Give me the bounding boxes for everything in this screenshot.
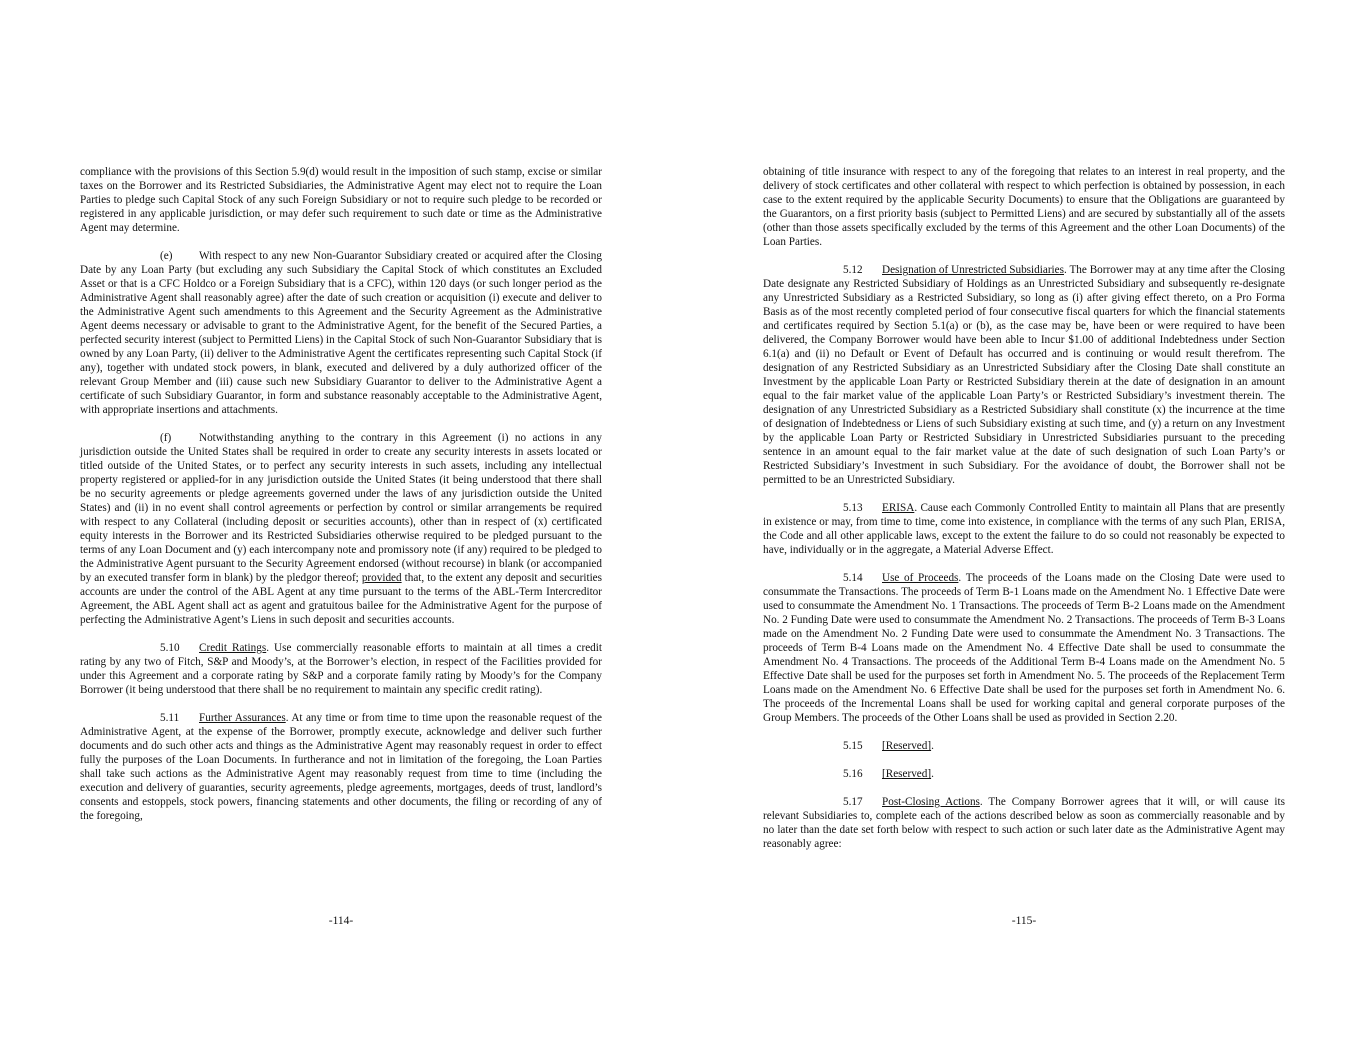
- paragraph-f-text-b: that, to the extent any deposit and securities accounts are under the control of the ABL Agent at any time pursuant to the terms of the ABL-Term Intercreditor Agreement, the ABL Agent shall act as agent and gratuitous bailee for the Administrative Agent for the purpose of perfecting the Administrative Agent’s Liens in such deposit and securities accounts.: [80, 572, 602, 626]
- section-5-15-heading: [Reserved]: [882, 740, 932, 752]
- section-5-12-text: The Borrower may at any time after the Closing Date designate any Restricted Subsidiary of Holdings as an Unrestricted Subsidiary and subsequently re-designate any Unrestricted Subsidiary as a Restricted Subsidiary, so long as (i) after giving effect thereto, on a Pro Forma Basis as of the most recently completed period of four consecutive fiscal quarters for which the financial statements and certificates required by Section 5.1(a) or (b), as the case may be, have been or were required to have been delivered, the Company Borrower would have been able to Incur $1.00 of additional Indebtedness under Section 6.1(a) and (ii) no Default or Event of Default has occurred and is continuing or would result therefrom. The designation of any Restricted Subsidiary as an Unrestricted Subsidiary after the Closing Date shall constitute an Investment by the applicable Loan Party or Restricted Subsidiary therein at the date of designation in an amount equal to the fair market value of the applicable Loan Party’s or Restricted Subsidiary’s investment therein. The designation of any Unrestricted Subsidiary as a Restricted Subsidiary shall constitute (x) the incurrence at the time of designation of Indebtedness or Liens of such Subsidiary existing at such time, and (y) a return on any Investment by the applicable Loan Party or Restricted Subsidiary in Unrestricted Subsidiaries pursuant to the preceding sentence in an amount equal to the fair market value at the date of such designation of such Loan Party’s or Restricted Subsidiary’s Investment in such Subsidiary. For the avoidance of doubt, the Borrower shall not be permitted to be an Unrestricted Subsidiary.: [763, 264, 1285, 486]
- left-page: [0, 0, 682, 1055]
- section-5-11-heading: Further Assurances: [199, 712, 286, 724]
- section-5-12-heading: Designation of Unrestricted Subsidiaries: [882, 264, 1064, 276]
- continued-paragraph: [763, 165, 1285, 249]
- section-5-16: 5.16 [Reserved].: [843, 768, 934, 780]
- section-5-13: 5.13 ERISA. Cause each Commonly Controlled Entity to maintain all Plans that are presently in existence or may, from time to time, come into existence, in compliance with the terms of any such Plan, ERISA, the Code and all other applicable laws, except to the extent the failure to do so could not reasonably be expected to have, individually or in the aggregate, a Material Adverse Effect.: [763, 502, 1286, 556]
- section-5-17-number: 5.17: [843, 796, 863, 808]
- section-5-10-number: 5.10: [160, 642, 180, 654]
- right-page-body: [763, 165, 1285, 865]
- paragraph-e: [80, 249, 602, 417]
- continued-paragraph-text: compliance with the provisions of this Section 5.9(d) would result in the imposition of such stamp, excise or similar taxes on the Borrower and its Restricted Subsidiaries, the Administrative Agent may elect not to require the Loan Parties to pledge such Capital Stock of any such Foreign Subsidiary or not to require such pledge to be recorded or registered in any applicable jurisdiction, or may defer such requirement to such date or time as the Administrative Agent may determine.: [80, 166, 602, 234]
- section-5-16-number: 5.16: [843, 768, 863, 780]
- page-number: -114-: [328, 915, 354, 927]
- section-5-14-text: The proceeds of the Loans made on the Closing Date were used to consummate the Transactions. The proceeds of Term B-1 Loans made on the Amendment No. 1 Effective Date were used to consummate the Amendment No. 1 Transactions. The proceeds of Term B-2 Loans made on the Amendment No. 2 Funding Date were used to consummate the Amendment No. 2 Transactions. The proceeds of Term B-3 Loans made on the Amendment No. 2 Funding Date were used to consummate the Amendment No. 3 Transactions. The proceeds of Term B-4 Loans made on the Amendment No. 4 Effective Date shall be used to consummate the Amendment No. 4 Transactions. The proceeds of the Additional Term B-4 Loans made on the Amendment No. 5 Effective Date shall be used for the purposes set forth in Amendment No. 5. The proceeds of the Replacement Term Loans made on the Amendment No. 6 Effective Date shall be used for the purposes set forth in Amendment No. 6. The proceeds of the Incremental Loans shall be used for working capital and general corporate purposes of the Group Members. The proceeds of the Other Loans shall be used as provided in Section 2.20.: [763, 572, 1285, 724]
- page-number: -115-: [1011, 915, 1037, 927]
- section-5-10-heading: Credit Ratings: [199, 642, 267, 654]
- section-5-15: 5.15 [Reserved].: [843, 740, 934, 752]
- section-5-17-heading: Post-Closing Actions: [882, 796, 980, 808]
- paragraph-f-provided: provided: [361, 572, 402, 584]
- section-5-11-number: 5.11: [160, 712, 180, 724]
- section-5-17: 5.17 Post-Closing Actions. The Company Borrower agrees that it will, or will cause its relevant Subsidiaries to, complete each of the actions described below as soon as commercially reasonable and by no later than the date set forth below with respect to such action or such later date as the Administrative Agent may reasonably agree:: [763, 796, 1285, 850]
- section-5-16-heading: [Reserved]: [882, 768, 932, 780]
- section-5-15-number: 5.15: [843, 740, 863, 752]
- continued-paragraph-text: obtaining of title insurance with respect to any of the foregoing that relates to an interest in real property, and the delivery of stock certificates and other collateral with respect to which perfection is obtained by possession, in each case to the extent required by the applicable Security Documents) to ensure that the Obligations are guaranteed by the Guarantors, on a first priority basis (subject to Permitted Liens) and are secured by substantially all of the assets (other than those assets specifically excluded by the terms of this Agreement and the other Loan Documents) of the Loan Parties.: [763, 166, 1285, 248]
- continued-paragraph: [80, 165, 602, 235]
- paragraph-f-text-a: Notwithstanding anything to the contrary in this Agreement (i) no actions in any jurisdiction outside the United States shall be required in order to create any security interests in assets located or titled outside of the United States, or to perfect any security interests in such assets, including any intellectual property registered or applied-for in any jurisdiction outside the United States (it being understood that there shall be no security agreements or pledge agreements governed under the laws of any jurisdiction outside the United States) and (ii) in no event shall control agreements or perfection by control or similar arrangements be required with respect to any Collateral (including deposit or securities accounts), other than in respect of (x) certificated equity interests in the Borrower and its Restricted Subsidiaries otherwise required to be pledged pursuant to the terms of any Loan Document and (y) each intercompany note and promissory note (if any) required to be pledged to the Administrative Agent pursuant to the Security Agreement endorsed (without recourse) in blank (or accompanied by an executed transfer form in blank) by the pledgor thereof;: [80, 432, 602, 584]
- paragraph-e-text: With respect to any new Non-Guarantor Subsidiary created or acquired after the Closing Date by any Loan Party (but excluding any such Subsidiary the Capital Stock of which constitutes an Excluded Asset or that is a CFC Holdco or a Foreign Subsidiary that is a CFC), within 120 days (or such longer period as the Administrative Agent shall reasonably agree) after the date of such creation or acquisition (i) execute and deliver to the Administrative Agent such amendments to this Agreement and the Security Agreement as the Administrative Agent deems necessary or advisable to grant to the Administrative Agent, for the benefit of the Secured Parties, a perfected security interest (subject to Permitted Liens) in the Capital Stock of such Non-Guarantor Subsidiary that is owned by any Loan Party, (ii) deliver to the Administrative Agent the certificates representing such Capital Stock (if any), together with undated stock powers, in blank, executed and delivered by a duly authorized officer of the relevant Group Member and (iii) cause such new Subsidiary Guarantor to deliver to the Administrative Agent a certificate of such Subsidiary Guarantor, in form and substance reasonably acceptable to the Administrative Agent, with appropriate insertions and attachments.: [80, 250, 602, 416]
- section-5-10: 5.10 Credit Ratings. Use commercially reasonable efforts to maintain at all times a credit rating by any two of Fitch, S&P and Moody’s, at the Borrower’s election, in respect of the Facilities provided for under this Agreement and a corporate rating by S&P and a corporate family rating by Moody’s for the Company Borrower (it being understood that there shall be no requirement to maintain any specific credit rating).: [80, 642, 602, 696]
- paragraph-e-label: (e): [160, 250, 173, 262]
- left-page-body: [80, 165, 602, 837]
- section-5-12-number: 5.12: [843, 264, 863, 276]
- section-5-13-number: 5.13: [843, 502, 863, 514]
- paragraph-f-label: (f): [160, 432, 172, 444]
- section-5-13-heading: ERISA: [882, 502, 915, 514]
- section-5-17-text: The Company Borrower agrees that it will, or will cause its relevant Subsidiaries to, complete each of the actions described below as soon as commercially reasonable and by no later than the date set forth below with respect to such action or such later date as the Administrative Agent may reasonably agree:: [763, 796, 1285, 850]
- section-5-11-text: At any time or from time to time upon the reasonable request of the Administrative Agent, at the expense of the Borrower, promptly execute, acknowledge and deliver such further documents and do such other acts and things as the Administrative Agent may reasonably request in order to effect fully the purposes of the Loan Documents. In furtherance and not in limitation of the foregoing, the Loan Parties shall take such actions as the Administrative Agent may reasonably request from time to time (including the execution and delivery of guaranties, security agreements, pledge agreements, mortgages, deeds of trust, landlord’s consents and estoppels, stock powers, financing statements and other documents, the filing or recording of any of the foregoing,: [80, 712, 602, 822]
- section-5-14-number: 5.14: [843, 572, 863, 584]
- right-page: [683, 0, 1365, 1055]
- section-5-10-text: Use commercially reasonable efforts to maintain at all times a credit rating by any two of Fitch, S&P and Moody’s, at the Borrower’s election, in respect of the Facilities provided for under this Agreement and a corporate rating by S&P and a corporate family rating by Moody’s for the Company Borrower (it being understood that there shall be no requirement to maintain any specific credit rating).: [80, 642, 602, 696]
- paragraph-f: [80, 431, 602, 627]
- section-5-14: 5.14 Use of Proceeds. The proceeds of the Loans made on the Closing Date were used to consummate the Transactions. The proceeds of Term B-1 Loans made on the Amendment No. 1 Effective Date were used to consummate the Amendment No. 1 Transactions. The proceeds of Term B-2 Loans made on the Amendment No. 2 Funding Date were used to consummate the Amendment No. 2 Transactions. The proceeds of Term B-3 Loans made on the Amendment No. 2 Funding Date were used to consummate the Amendment No. 3 Transactions. The proceeds of Term B-4 Loans made on the Amendment No. 4 Effective Date shall be used to consummate the Amendment No. 4 Transactions. The proceeds of the Additional Term B-4 Loans made on the Amendment No. 5 Effective Date shall be used for the purposes set forth in Amendment No. 5. The proceeds of the Replacement Term Loans made on the Amendment No. 6 Effective Date shall be used for the purposes set forth in Amendment No. 6. The proceeds of the Incremental Loans shall be used for working capital and general corporate purposes of the Group Members. The proceeds of the Other Loans shall be used as provided in Section 2.20.: [763, 572, 1285, 724]
- section-5-13-text: Cause each Commonly Controlled Entity to maintain all Plans that are presently in existence or may, from time to time, come into existence, in compliance with the terms of any such Plan, ERISA, the Code and all other applicable laws, except to the extent the failure to do so could not reasonably be expected to have, individually or in the aggregate, a Material Adverse Effect.: [763, 502, 1286, 556]
- section-5-14-heading: Use of Proceeds: [882, 572, 959, 584]
- section-5-11: 5.11 Further Assurances. At any time or from time to time upon the reasonable request of the Administrative Agent, at the expense of the Borrower, promptly execute, acknowledge and deliver such further documents and do such other acts and things as the Administrative Agent may reasonably request in order to effect fully the purposes of the Loan Documents. In furtherance and not in limitation of the foregoing, the Loan Parties shall take such actions as the Administrative Agent may reasonably request from time to time (including the execution and delivery of guaranties, security agreements, pledge agreements, mortgages, deeds of trust, landlord’s consents and estoppels, stock powers, financing statements and other documents, the filing or recording of any of the foregoing,: [80, 712, 602, 822]
- section-5-12: 5.12 Designation of Unrestricted Subsidiaries. The Borrower may at any time after the Closing Date designate any Restricted Subsidiary of Holdings as an Unrestricted Subsidiary and subsequently re-designate any Unrestricted Subsidiary as a Restricted Subsidiary, so long as (i) after giving effect thereto, on a Pro Forma Basis as of the most recently completed period of four consecutive fiscal quarters for which the financial statements and certificates required by Section 5.1(a) or (b), as the case may be, have been or were required to have been delivered, the Company Borrower would have been able to Incur $1.00 of additional Indebtedness under Section 6.1(a) and (ii) no Default or Event of Default has occurred and is continuing or would result therefrom. The designation of any Restricted Subsidiary as an Unrestricted Subsidiary after the Closing Date shall constitute an Investment by the applicable Loan Party or Restricted Subsidiary therein at the date of designation in an amount equal to the fair market value of the applicable Loan Party’s or Restricted Subsidiary’s investment therein. The designation of any Unrestricted Subsidiary as a Restricted Subsidiary shall constitute (x) the incurrence at the time of designation of Indebtedness or Liens of such Subsidiary existing at such time, and (y) a return on any Investment by the applicable Loan Party or Restricted Subsidiary in Unrestricted Subsidiaries pursuant to the preceding sentence in an amount equal to the fair market value at the date of such designation of such Loan Party’s or Restricted Subsidiary’s Investment in such Subsidiary. For the avoidance of doubt, the Borrower shall not be permitted to be an Unrestricted Subsidiary.: [763, 264, 1285, 486]
